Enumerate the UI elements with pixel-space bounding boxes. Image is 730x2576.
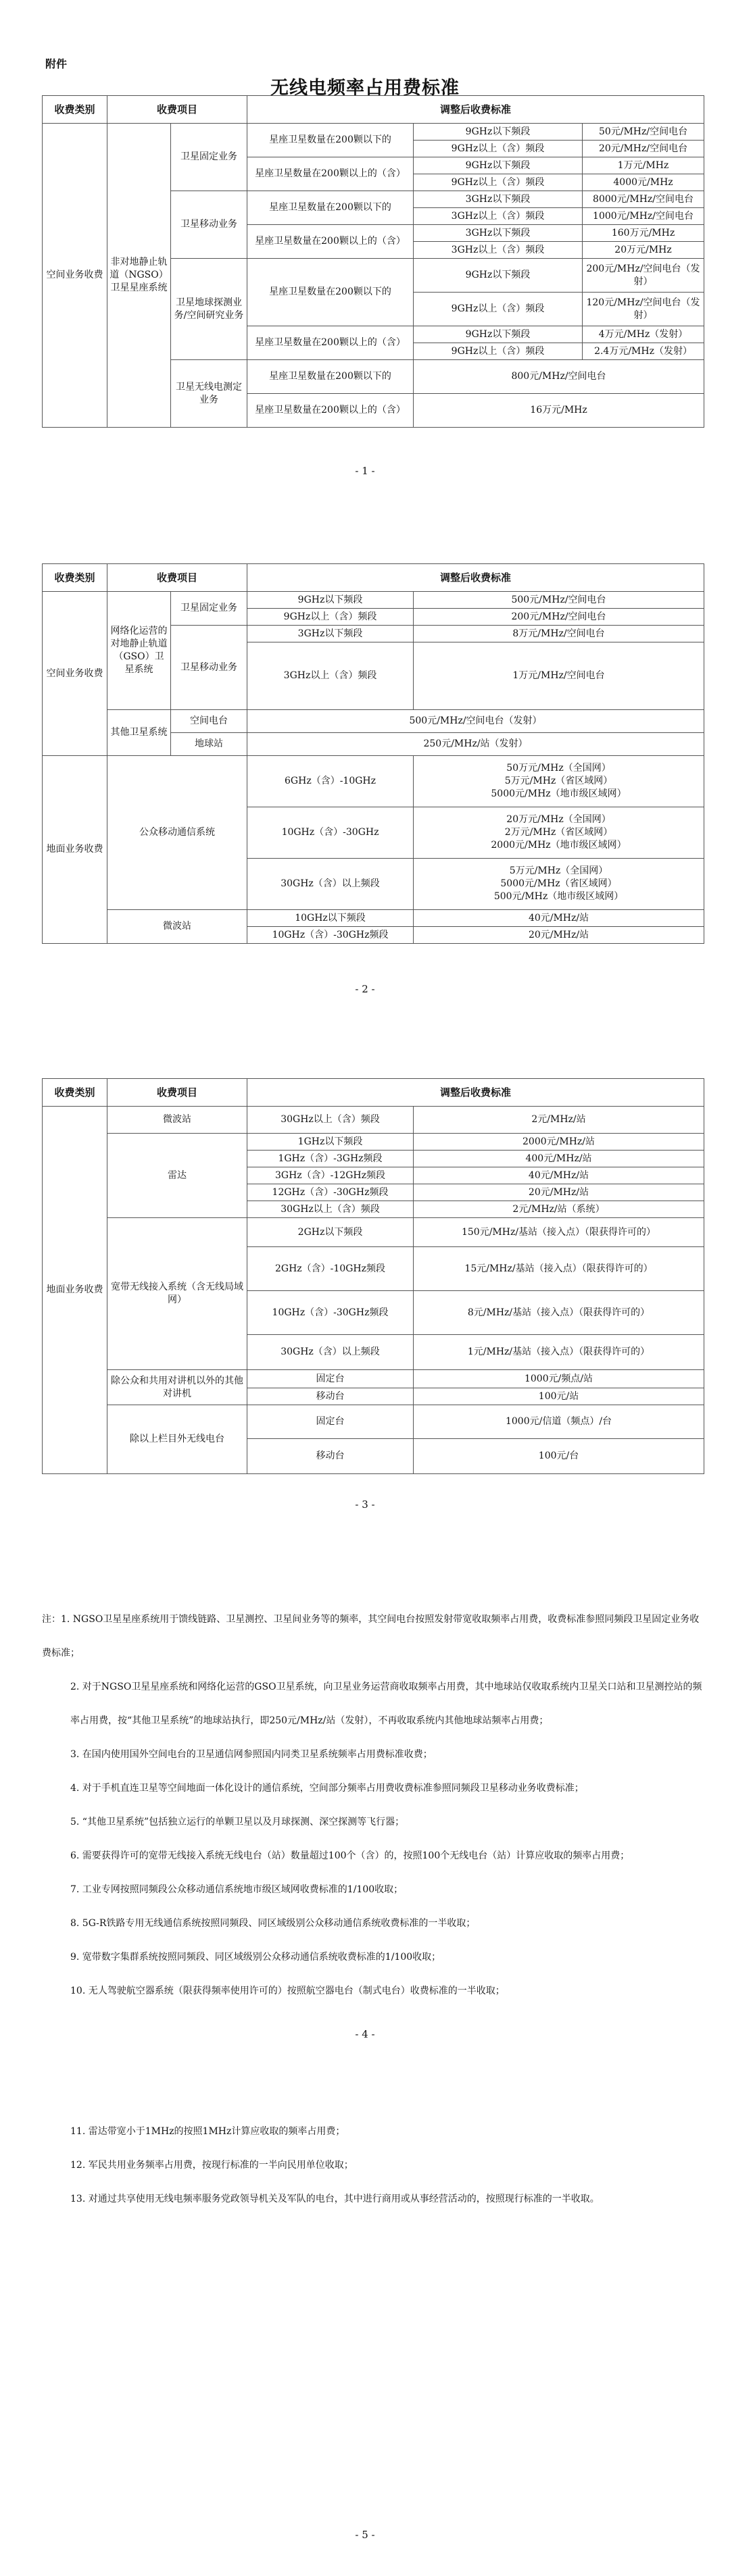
fee-cell: 4万元/MHz（发射） [583, 326, 704, 343]
fee-cell: 20元/MHz/站 [414, 1184, 704, 1201]
service-cell: 卫星移动业务 [171, 626, 247, 710]
fee-table-page-3 [42, 1078, 704, 1474]
category-cell: 空间业务收费 [43, 124, 107, 428]
band-cell: 9GHz以上（含）频段 [414, 141, 583, 157]
item-cell: 公众移动通信系统 [107, 756, 247, 910]
note-item: 6. 需要获得许可的宽带无线接入系统无线电台（站）数量超过100个（含）的，按照100个无线电台（站）计算应收取的频率占用费； [70, 1850, 630, 1861]
category-cell: 地面业务收费 [43, 1107, 107, 1474]
fee-line: 50万元/MHz（全国网） [506, 763, 611, 774]
fee-line: 500元/MHz（地市级区域网） [493, 890, 624, 902]
system-cell: 网络化运营的对地静止轨道（GSO）卫星系统 [107, 592, 171, 710]
band-cell: 3GHz以上（含）频段 [247, 642, 414, 710]
item-cell: 微波站 [107, 910, 247, 944]
fee-cell: 500元/MHz/空间电台 [414, 592, 704, 609]
type-cell: 移动台 [247, 1388, 414, 1405]
item-cell: 宽带无线接入系统（含无线局域网） [107, 1218, 247, 1370]
page-number: - 1 - [355, 465, 375, 477]
item-cell: 除以上栏目外无线电台 [107, 1405, 247, 1474]
table-row [43, 1370, 704, 1388]
condition-cell: 星座卫星数量在200颗以上的（含） [247, 225, 414, 259]
fee-cell: 1000元/信道（频点）/台 [414, 1405, 704, 1439]
condition-cell: 星座卫星数量在200颗以上的（含） [247, 394, 414, 428]
fee-cell: 8万元/MHz/空间电台 [414, 626, 704, 642]
fee-cell: 16万元/MHz [414, 394, 704, 428]
condition-cell: 星座卫星数量在200颗以下的 [247, 124, 414, 157]
fee-cell [414, 756, 704, 807]
band-cell: 30GHz（含）以上频段 [247, 1335, 414, 1370]
page-number: - 5 - [355, 2529, 375, 2541]
table-row [43, 592, 704, 609]
system-cell: 非对地静止轨道（NGSO）卫星星座系统 [107, 124, 171, 428]
fee-cell: 20元/MHz/站 [414, 927, 704, 944]
note-item: 12. 军民共用业务频率占用费，按现行标准的一半向民用单位收取； [70, 2160, 354, 2171]
band-cell: 3GHz以下频段 [247, 626, 414, 642]
note-item: 11. 雷达带宽小于1MHz的按照1MHz计算应收取的频率占用费； [70, 2126, 345, 2137]
notes-section-continued [42, 2115, 703, 2216]
fee-line: 5000元/MHz（省区域网） [500, 878, 617, 890]
band-cell: 3GHz（含）-12GHz频段 [247, 1167, 414, 1184]
fee-line: 5万元/MHz（省区域网） [504, 776, 613, 787]
fee-cell: 400元/MHz/站 [414, 1151, 704, 1167]
fee-line: 2000元/MHz（地市级区域网） [491, 839, 627, 851]
service-cell: 卫星固定业务 [171, 124, 247, 191]
band-cell: 1GHz以下频段 [247, 1134, 414, 1151]
band-cell: 10GHz以下频段 [247, 910, 414, 927]
note-item: 13. 对通过共享使用无线电频率服务党政领导机关及军队的电台，其中进行商用或从事经营活动的，按照现行标准的一半收取。 [70, 2194, 600, 2204]
fee-cell: 120元/MHz/空间电台（发射） [583, 293, 704, 326]
band-cell: 9GHz以下频段 [414, 157, 583, 174]
fee-cell: 20万元/MHz [583, 242, 704, 259]
note-item: 9. 宽带数字集群系统按照同频段、同区域级别公众移动通信系统收费标准的1/100收取； [70, 1952, 441, 1963]
header-item: 收费项目 [107, 564, 247, 592]
fee-line: 2万元/MHz（省区域网） [504, 827, 613, 838]
band-cell: 10GHz（含）-30GHz频段 [247, 927, 414, 944]
table-header-row [43, 1079, 704, 1107]
notes-prefix: 注： [42, 1614, 61, 1625]
service-cell: 卫星无线电测定业务 [171, 360, 247, 428]
fee-cell: 250元/MHz/站（发射） [247, 733, 704, 756]
header-item: 收费项目 [107, 96, 247, 124]
fee-line: 5000元/MHz（地市级区域网） [491, 788, 627, 799]
note-item: 8. 5G-R铁路专用无线通信系统按照同频段、同区域级别公众移动通信系统收费标准的一半收取； [70, 1918, 476, 1929]
item-cell: 空间电台 [171, 710, 247, 733]
type-cell: 移动台 [247, 1439, 414, 1474]
fee-cell: 4000元/MHz [583, 174, 704, 191]
fee-cell: 20元/MHz/空间电台 [583, 141, 704, 157]
fee-cell: 8元/MHz/基站（接入点）（限获得许可的） [414, 1291, 704, 1335]
band-cell: 10GHz（含）-30GHz频段 [247, 1291, 414, 1335]
table-row [43, 1218, 704, 1247]
attachment-label: 附件 [45, 57, 68, 70]
fee-cell: 1元/MHz/基站（接入点）（限获得许可的） [414, 1335, 704, 1370]
condition-cell: 星座卫星数量在200颗以下的 [247, 191, 414, 225]
fee-cell: 40元/MHz/站 [414, 910, 704, 927]
fee-table-page-2 [42, 563, 704, 944]
note-item: 10. 无人驾驶航空器系统（限获得频率使用许可的）按照航空器电台（制式电台）收费标准的一半收取； [70, 1986, 505, 1996]
system-cell: 其他卫星系统 [107, 710, 171, 756]
header-standard: 调整后收费标准 [247, 1079, 704, 1107]
fee-cell: 500元/MHz/空间电台（发射） [247, 710, 704, 733]
fee-cell: 100元/站 [414, 1388, 704, 1405]
band-cell: 30GHz以上（含）频段 [247, 1201, 414, 1218]
note-item: 4. 对于手机直连卫星等空间地面一体化设计的通信系统，空间部分频率占用费收费标准参照同频段卫星移动业务收费标准； [70, 1783, 584, 1794]
note-item: 3. 在国内使用国外空间电台的卫星通信网参照国内同类卫星系统频率占用费标准收费； [70, 1749, 433, 1760]
band-cell: 1GHz（含）-3GHz频段 [247, 1151, 414, 1167]
page-number: - 4 - [355, 2028, 375, 2040]
band-cell: 3GHz以下频段 [414, 191, 583, 208]
condition-cell: 星座卫星数量在200颗以下的 [247, 259, 414, 326]
header-category: 收费类别 [43, 96, 107, 124]
band-cell: 9GHz以下频段 [414, 326, 583, 343]
type-cell: 固定台 [247, 1370, 414, 1388]
fee-cell: 2元/MHz/站（系统） [414, 1201, 704, 1218]
condition-cell: 星座卫星数量在200颗以上的（含） [247, 157, 414, 191]
fee-cell: 800元/MHz/空间电台 [414, 360, 704, 394]
note-item: 注：1. NGSO卫星星座系统用于馈线链路、卫星测控、卫星间业务等的频率，其空间电台按照发射带宽收取频率占用费，收费标准参照同频段卫星固定业务收费标准； [42, 1614, 700, 1659]
fee-cell: 1万元/MHz [583, 157, 704, 174]
fee-cell: 200元/MHz/空间电台 [414, 609, 704, 626]
condition-cell: 星座卫星数量在200颗以上的（含） [247, 326, 414, 360]
header-category: 收费类别 [43, 1079, 107, 1107]
band-cell: 9GHz以上（含）频段 [414, 174, 583, 191]
table-row [43, 1107, 704, 1134]
table-row [43, 1134, 704, 1151]
fee-line: 20万元/MHz（全国网） [506, 814, 611, 826]
document-title: 无线电频率占用费标准 [270, 78, 460, 99]
fee-cell: 1万元/MHz/空间电台 [414, 642, 704, 710]
fee-line: 5万元/MHz（全国网） [509, 865, 608, 877]
page-number: - 3 - [355, 1498, 375, 1511]
band-cell: 3GHz以下频段 [414, 225, 583, 242]
fee-cell: 8000元/MHz/空间电台 [583, 191, 704, 208]
note-item: 7. 工业专网按照同频段公众移动通信系统地市级区域网收费标准的1/100收取； [70, 1884, 404, 1895]
fee-cell [414, 859, 704, 910]
service-cell: 卫星固定业务 [171, 592, 247, 626]
service-cell: 卫星地球探测业务/空间研究业务 [171, 259, 247, 360]
band-cell: 9GHz以下频段 [247, 592, 414, 609]
fee-cell: 1000元/频点/站 [414, 1370, 704, 1388]
item-cell: 微波站 [107, 1107, 247, 1134]
service-cell: 卫星移动业务 [171, 191, 247, 259]
condition-cell: 星座卫星数量在200颗以下的 [247, 360, 414, 394]
fee-cell: 100元/台 [414, 1439, 704, 1474]
fee-cell: 200元/MHz/空间电台（发射） [583, 259, 704, 293]
fee-cell: 50元/MHz/空间电台 [583, 124, 704, 141]
fee-cell: 1000元/MHz/空间电台 [583, 208, 704, 225]
band-cell: 9GHz以下频段 [414, 124, 583, 141]
band-cell: 9GHz以上（含）频段 [414, 293, 583, 326]
band-cell: 30GHz（含）以上频段 [247, 859, 414, 910]
header-item: 收费项目 [107, 1079, 247, 1107]
band-cell: 9GHz以上（含）频段 [414, 343, 583, 360]
table-row [43, 710, 704, 733]
fee-cell: 2.4万元/MHz（发射） [583, 343, 704, 360]
fee-cell [414, 807, 704, 859]
fee-cell: 2元/MHz/站 [414, 1107, 704, 1134]
item-cell: 雷达 [107, 1134, 247, 1218]
header-standard: 调整后收费标准 [247, 96, 704, 124]
header-category: 收费类别 [43, 564, 107, 592]
fee-cell: 40元/MHz/站 [414, 1167, 704, 1184]
band-cell: 9GHz以下频段 [414, 259, 583, 293]
note-item: 2. 对于NGSO卫星星座系统和网络化运营的GSO卫星系统，向卫星业务运营商收取频率占用费，其中地球站仅收取系统内卫星关口站和卫星测控站的频率占用费，按“其他卫星系统”的地球站执行，即250元/MHz/站（发射），不再收取系统内其他地球站频率占用费； [70, 1682, 702, 1726]
item-cell: 地球站 [171, 733, 247, 756]
page-number: - 2 - [355, 983, 375, 995]
header-standard: 调整后收费标准 [247, 564, 704, 592]
category-cell: 空间业务收费 [43, 592, 107, 756]
type-cell: 固定台 [247, 1405, 414, 1439]
band-cell: 3GHz以上（含）频段 [414, 242, 583, 259]
band-cell: 2GHz（含）-10GHz频段 [247, 1247, 414, 1291]
table-header-row [43, 564, 704, 592]
table-row [43, 124, 704, 141]
band-cell: 6GHz（含）-10GHz [247, 756, 414, 807]
fee-cell: 2000元/MHz/站 [414, 1134, 704, 1151]
table-header-row [43, 96, 704, 124]
fee-cell: 15元/MHz/基站（接入点）（限获得许可的） [414, 1247, 704, 1291]
band-cell: 12GHz（含）-30GHz频段 [247, 1184, 414, 1201]
fee-table-page-1 [42, 95, 704, 428]
note-item: 5. “其他卫星系统”包括独立运行的单颗卫星以及月球探测、深空探测等飞行器； [70, 1817, 405, 1827]
table-row [43, 756, 704, 807]
notes-section [42, 1602, 703, 2008]
fee-cell: 160万元/MHz [583, 225, 704, 242]
band-cell: 10GHz（含）-30GHz [247, 807, 414, 859]
item-cell: 除公众和共用对讲机以外的其他对讲机 [107, 1370, 247, 1405]
table-row [43, 1405, 704, 1439]
table-row [43, 910, 704, 927]
band-cell: 30GHz以上（含）频段 [247, 1107, 414, 1134]
category-cell: 地面业务收费 [43, 756, 107, 944]
fee-cell: 150元/MHz/基站（接入点）（限获得许可的） [414, 1218, 704, 1247]
band-cell: 3GHz以上（含）频段 [414, 208, 583, 225]
band-cell: 9GHz以上（含）频段 [247, 609, 414, 626]
band-cell: 2GHz以下频段 [247, 1218, 414, 1247]
